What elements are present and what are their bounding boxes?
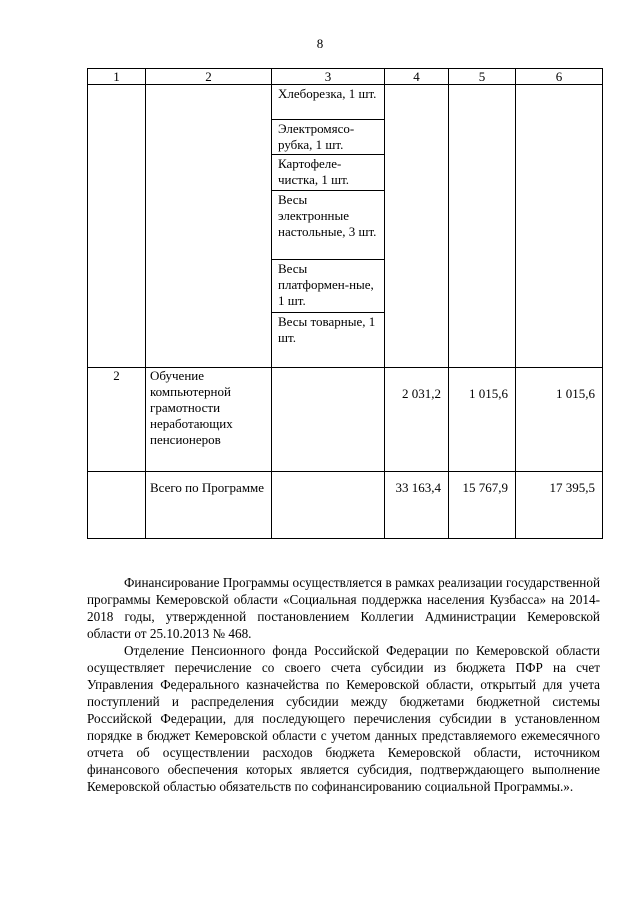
row2-col3-empty [272,368,385,472]
equipment-item-table-scales: Весы электронные настольные, 3 шт. [272,191,384,260]
table-row-equipment [88,85,603,368]
header-cell-5: 5 [449,69,516,85]
equipment-item-platform-scales: Весы платформен-ные, 1 шт. [272,260,384,313]
header-cell-1: 1 [88,69,146,85]
equipment-item-meat-grinder: Электромясо-рубка, 1 шт. [272,120,384,155]
paragraph-financing: Финансирование Программы осуществляется в рамках реализации государственной программы Кемеровской области «Социальная поддержка населения Кузбасса» на 2014-2018 годы, утвержденной постановлением Коллегии Администрации Кемеровской области от 25.10.2013 № 468. [87,575,600,641]
header-cell-2: 2 [146,69,272,85]
row1-col6-empty [516,85,603,368]
table-row-total [88,472,603,539]
row2-name: Обучение компьютерной грамотности неработающих пенсионеров [146,368,272,472]
row2-index: 2 [88,368,146,472]
row1-col4-empty [385,85,449,368]
table-header-row [88,69,603,85]
equipment-item-commodity-scales: Весы товарные, 1 шт. [278,314,376,345]
equipment-list-cell [272,85,385,368]
total-col3-empty [272,472,385,539]
body-text [87,574,600,795]
paragraph-pension-fund: Отделение Пенсионного фонда Российской Федерации по Кемеровской области осуществляет перечисление со своего счета субсидии из бюджета ПФР на счет Управления Федерального казначейства по Кемеровской области, открытый для учета поступлений и распределения субсидии между бюджетами бюджетной системы Российской Федерации, для последующего перечисления субсидии в установленном порядке в бюджет Кемеровской области с учетом данных представляемого ежемесячного отчета об осуществлении расходов бюджета Кемеровской области, источником финансового обеспечения которых является субсидия, подтверждающего выполнение Кемеровской областью обязательств по софинансированию социальной Программы.». [87,643,600,794]
row2-col5-value: 1 015,6 [449,368,516,472]
total-col5-value: 15 767,9 [449,472,516,539]
table-row-training [88,368,603,472]
program-table [87,68,603,539]
row2-col4-value: 2 031,2 [385,368,449,472]
total-col1-empty [88,472,146,539]
total-label: Всего по Программе [146,472,272,539]
total-col6-value: 17 395,5 [516,472,603,539]
header-cell-6: 6 [516,69,603,85]
total-col4-value: 33 163,4 [385,472,449,539]
equipment-item-bread-slicer: Хлеборезка, 1 шт. [272,85,384,120]
page-number: 8 [316,36,324,51]
header-cell-3: 3 [272,69,385,85]
row1-col5-empty [449,85,516,368]
equipment-item-potato-peeler: Картофеле-чистка, 1 шт. [272,155,384,191]
row1-col1-empty [88,85,146,368]
header-cell-4: 4 [385,69,449,85]
row1-col2-empty [146,85,272,368]
row2-col6-value: 1 015,6 [516,368,603,472]
